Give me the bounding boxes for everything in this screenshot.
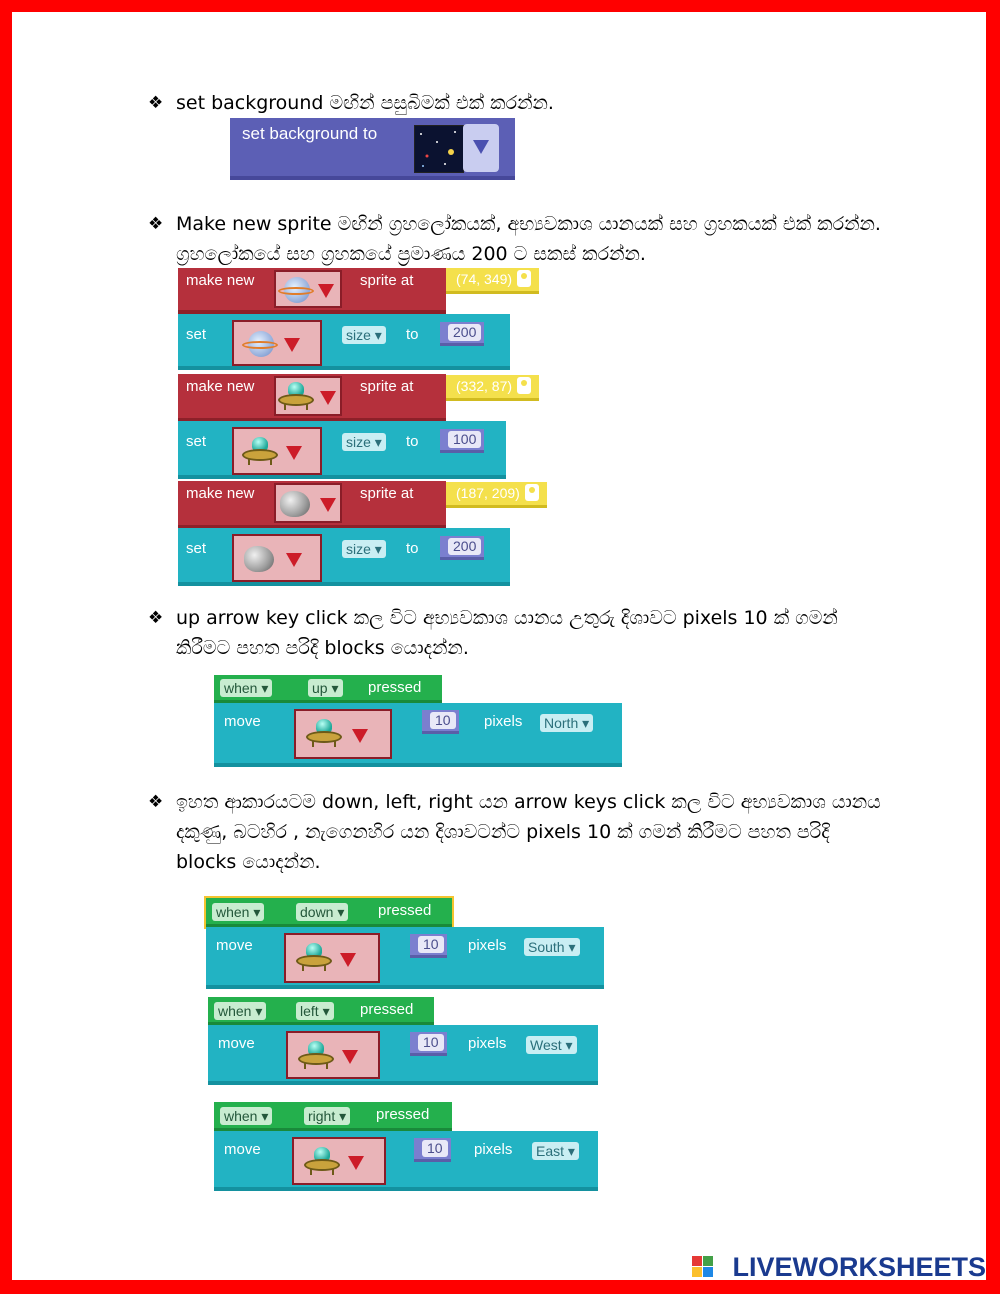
instruction-3 — [148, 603, 888, 663]
event-dropdown[interactable]: when ▾ — [214, 1002, 266, 1020]
property-dropdown[interactable]: size ▾ — [342, 540, 386, 558]
set-label: set — [186, 326, 207, 343]
pixels-label: pixels — [474, 1141, 513, 1158]
chevron-down-icon — [286, 446, 302, 460]
sprite-at-label: sprite at — [360, 272, 414, 289]
pressed-label: pressed — [360, 1001, 414, 1018]
chevron-down-icon — [348, 1156, 364, 1170]
sprite-dropdown[interactable] — [232, 534, 322, 582]
move-label: move — [224, 713, 261, 730]
move-label: move — [216, 937, 253, 954]
chevron-down-icon — [286, 553, 302, 567]
key-dropdown[interactable]: down ▾ — [296, 903, 348, 921]
move-block — [214, 1131, 598, 1191]
sprite-dropdown[interactable] — [292, 1137, 386, 1185]
property-dropdown[interactable]: size ▾ — [342, 326, 386, 344]
ufo-icon — [278, 382, 314, 412]
size-input[interactable] — [440, 322, 484, 346]
chevron-down-icon — [320, 498, 336, 512]
make-new-label: make new — [186, 378, 255, 395]
distance-input[interactable] — [410, 1032, 447, 1056]
instruction-1-text: set background මඟින් පසුබිමක් එක් කරන්න. — [176, 92, 554, 114]
direction-dropdown[interactable]: South ▾ — [524, 938, 580, 956]
set-size-block — [178, 421, 506, 479]
background-dropdown[interactable] — [463, 124, 499, 172]
bullet-icon: ❖ — [148, 792, 164, 812]
size-value: 200 — [448, 324, 481, 341]
set-label: set — [186, 540, 207, 557]
distance-value: 10 — [418, 1034, 444, 1051]
planet-icon — [284, 277, 310, 303]
ufo-icon — [306, 719, 342, 749]
direction-dropdown[interactable]: West ▾ — [526, 1036, 577, 1054]
ufo-icon — [298, 1041, 334, 1071]
distance-value: 10 — [422, 1140, 448, 1157]
instruction-4 — [148, 787, 888, 877]
direction-dropdown[interactable]: North ▾ — [540, 714, 593, 732]
when-key-pressed-block — [214, 1102, 452, 1131]
size-value: 100 — [448, 431, 481, 448]
pixels-label: pixels — [468, 937, 507, 954]
make-new-label: make new — [186, 272, 255, 289]
sprite-at-label: sprite at — [360, 378, 414, 395]
chevron-down-icon — [320, 391, 336, 405]
size-input[interactable] — [440, 429, 484, 453]
liveworksheets-logo — [686, 1252, 986, 1282]
make-new-label: make new — [186, 485, 255, 502]
size-input[interactable] — [440, 536, 484, 560]
distance-input[interactable] — [422, 710, 459, 734]
sprite-dropdown[interactable] — [286, 1031, 380, 1079]
distance-input[interactable] — [410, 934, 447, 958]
distance-value: 10 — [418, 936, 444, 953]
instruction-4-text: ඉහත ආකාරයටම down, left, right යන arrow keys click කල විට අභ්‍යවකාශ යානය දකුණු, බටහිර , නැගෙනහිර යන දිශාවටන්ට pixels 10 ක් ගමන් කිරීමට පහත පරිදි blocks යොදන්න. — [176, 791, 881, 873]
set-size-block — [178, 314, 510, 370]
sprite-dropdown[interactable] — [232, 427, 322, 475]
bullet-icon: ❖ — [148, 93, 164, 113]
asteroid-icon — [244, 546, 274, 572]
set-label: set — [186, 433, 207, 450]
sprite-dropdown[interactable] — [274, 376, 342, 416]
ufo-icon — [242, 437, 278, 467]
coordinate-value: (74, 349) — [456, 271, 513, 287]
move-block — [214, 703, 622, 767]
sprite-dropdown[interactable] — [294, 709, 392, 759]
distance-input[interactable] — [414, 1138, 451, 1162]
to-label: to — [406, 433, 419, 450]
chevron-down-icon — [473, 140, 489, 154]
bullet-icon: ❖ — [148, 608, 164, 628]
location-pin-icon[interactable] — [517, 377, 531, 394]
location-pin-icon[interactable] — [517, 270, 531, 287]
instruction-3-text: up arrow key click කල විට අභ්‍යවකාශ යානය උතුරු දිශාවට pixels 10 ක් ගමන් කිරීමට පහත පරිදි blocks යොදන්න. — [176, 607, 838, 659]
instruction-2 — [148, 209, 888, 269]
ufo-icon — [304, 1147, 340, 1177]
property-dropdown[interactable]: size ▾ — [342, 433, 386, 451]
set-background-block — [230, 118, 515, 180]
to-label: to — [406, 540, 419, 557]
coordinate-value: (332, 87) — [456, 378, 513, 394]
sprite-at-label: sprite at — [360, 485, 414, 502]
when-key-pressed-block — [206, 898, 452, 927]
sprite-dropdown[interactable] — [274, 270, 342, 308]
pixels-label: pixels — [468, 1035, 507, 1052]
coordinate-input[interactable] — [446, 375, 539, 401]
liveworksheets-logo-icon — [692, 1256, 714, 1278]
sprite-dropdown[interactable] — [284, 933, 380, 983]
pixels-label: pixels — [484, 713, 523, 730]
move-label: move — [224, 1141, 261, 1158]
brand-name: LIVEWORKSHEETS — [732, 1252, 986, 1282]
instruction-2-text: Make new sprite මඟින් ග්‍රහලෝකයක්, අභ්‍යවකාශ යානයක් සහ ග්‍රහකයක් එක් කරන්න. ග්‍රහලෝකයේ සහ ග්‍රහකයේ ප්‍රමාණය 200 ට සකස් කරන්න. — [176, 213, 881, 265]
location-pin-icon[interactable] — [525, 484, 539, 501]
coordinate-input[interactable] — [446, 268, 539, 294]
event-dropdown[interactable]: when ▾ — [220, 1107, 272, 1125]
make-new-sprite-block — [178, 268, 446, 314]
when-key-pressed-block — [214, 675, 442, 703]
direction-dropdown[interactable]: East ▾ — [532, 1142, 579, 1160]
bullet-icon: ❖ — [148, 214, 164, 234]
move-block — [208, 1025, 598, 1085]
event-dropdown[interactable]: when ▾ — [212, 903, 264, 921]
sprite-dropdown[interactable] — [232, 320, 322, 366]
sprite-dropdown[interactable] — [274, 483, 342, 523]
asteroid-icon — [280, 491, 310, 517]
instruction-1 — [148, 88, 888, 118]
ufo-icon — [296, 943, 332, 973]
key-dropdown[interactable]: right ▾ — [304, 1107, 350, 1125]
distance-value: 10 — [430, 712, 456, 729]
make-new-sprite-block — [178, 481, 446, 529]
move-label: move — [218, 1035, 255, 1052]
coordinate-input[interactable] — [446, 482, 547, 508]
make-new-sprite-block — [178, 374, 446, 422]
size-value: 200 — [448, 538, 481, 555]
chevron-down-icon — [352, 729, 368, 743]
planet-icon — [248, 331, 274, 357]
coordinate-value: (187, 209) — [456, 485, 520, 501]
set-background-label: set background to — [242, 124, 378, 143]
space-background-icon — [414, 125, 464, 173]
key-dropdown[interactable]: left ▾ — [296, 1002, 334, 1020]
to-label: to — [406, 326, 419, 343]
pressed-label: pressed — [368, 679, 422, 696]
move-block — [206, 927, 604, 989]
pressed-label: pressed — [376, 1106, 430, 1123]
when-key-pressed-block — [208, 997, 434, 1025]
key-dropdown[interactable]: up ▾ — [308, 679, 343, 697]
pressed-label: pressed — [378, 902, 432, 919]
set-size-block — [178, 528, 510, 586]
chevron-down-icon — [340, 953, 356, 967]
chevron-down-icon — [284, 338, 300, 352]
chevron-down-icon — [318, 284, 334, 298]
chevron-down-icon — [342, 1050, 358, 1064]
event-dropdown[interactable]: when ▾ — [220, 679, 272, 697]
